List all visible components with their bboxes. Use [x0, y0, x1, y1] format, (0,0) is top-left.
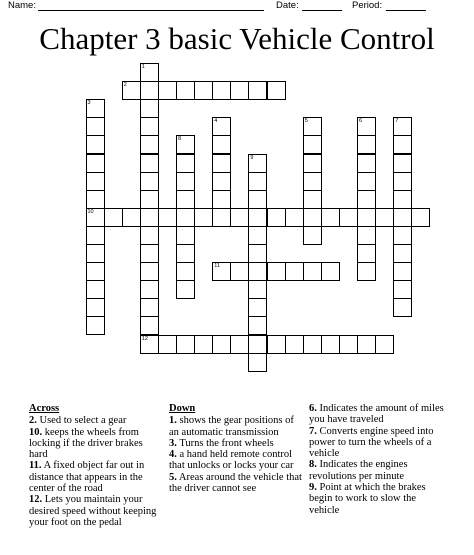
crossword-cell[interactable] — [339, 335, 358, 354]
crossword-cell[interactable] — [248, 226, 267, 245]
crossword-cell[interactable] — [86, 190, 105, 209]
crossword-cell[interactable] — [176, 172, 195, 191]
crossword-cell[interactable] — [212, 208, 231, 227]
clue-down-4: 4. a hand held remote control that unlocks or locks your car — [169, 449, 294, 472]
crossword-cell[interactable] — [357, 244, 376, 263]
crossword-cell[interactable] — [248, 172, 267, 191]
crossword-cell[interactable] — [140, 298, 159, 317]
crossword-cell[interactable] — [122, 81, 141, 100]
clue-down-9: 9. Point at which the brakes begin to work to slow the vehicle — [309, 482, 426, 516]
crossword-cell[interactable] — [303, 117, 322, 136]
crossword-cell[interactable] — [158, 335, 177, 354]
crossword-cell[interactable] — [140, 81, 159, 100]
crossword-cell[interactable] — [393, 262, 412, 281]
clue-number: 4 — [214, 118, 218, 125]
crossword-cell[interactable] — [357, 208, 376, 227]
crossword-cell[interactable] — [303, 172, 322, 191]
crossword-cell[interactable] — [176, 226, 195, 245]
crossword-cell[interactable] — [303, 190, 322, 209]
crossword-cell[interactable] — [212, 154, 231, 173]
crossword-cell[interactable] — [393, 208, 412, 227]
crossword-cell[interactable] — [86, 280, 105, 299]
crossword-cell[interactable] — [212, 135, 231, 154]
crossword-cell[interactable] — [357, 226, 376, 245]
crossword-cell[interactable] — [212, 262, 231, 281]
date-label: Date: — [276, 0, 299, 11]
crossword-cell[interactable] — [357, 154, 376, 173]
across-clues — [29, 403, 159, 528]
crossword-cell[interactable] — [393, 280, 412, 299]
clue-number: 12 — [141, 335, 148, 342]
crossword-cell[interactable] — [357, 262, 376, 281]
crossword-cell[interactable] — [140, 135, 159, 154]
clue-number: 10 — [87, 208, 94, 215]
crossword-cell[interactable] — [194, 335, 213, 354]
crossword-cell[interactable] — [248, 353, 267, 372]
crossword-cell[interactable] — [212, 117, 231, 136]
crossword-cell[interactable] — [140, 99, 159, 118]
clue-down-6: 6. Indicates the amount of miles you have traveled — [309, 403, 444, 426]
crossword-cell[interactable] — [86, 99, 105, 118]
crossword-cell[interactable] — [140, 226, 159, 245]
crossword-cell[interactable] — [140, 208, 159, 227]
crossword-cell[interactable] — [176, 208, 195, 227]
crossword-cell[interactable] — [285, 208, 304, 227]
clue-number: 5 — [304, 118, 308, 125]
crossword-cell[interactable] — [176, 244, 195, 263]
crossword-cell[interactable] — [86, 226, 105, 245]
crossword-cell[interactable] — [248, 154, 267, 173]
crossword-cell[interactable] — [248, 316, 267, 335]
clue-across-10: 10. keeps the wheels from locking if the driver brakes hard — [29, 426, 143, 461]
crossword-cell[interactable] — [140, 316, 159, 335]
crossword-cell[interactable] — [212, 81, 231, 100]
crossword-cell[interactable] — [140, 262, 159, 281]
crossword-cell[interactable] — [248, 335, 267, 354]
crossword-cell[interactable] — [248, 208, 267, 227]
crossword-cell[interactable] — [194, 81, 213, 100]
crossword-cell[interactable] — [248, 280, 267, 299]
crossword-cell[interactable] — [86, 208, 105, 227]
crossword-cell[interactable] — [303, 262, 322, 281]
across-heading: Across — [29, 403, 60, 414]
crossword-cell[interactable] — [176, 335, 195, 354]
crossword-cell[interactable] — [248, 190, 267, 209]
crossword-cell[interactable] — [86, 172, 105, 191]
period-label: Period: — [352, 0, 383, 11]
crossword-cell[interactable] — [194, 208, 213, 227]
crossword-cell[interactable] — [176, 81, 195, 100]
crossword-cell[interactable] — [357, 335, 376, 354]
crossword-cell[interactable] — [230, 81, 249, 100]
crossword-cell[interactable] — [176, 135, 195, 154]
crossword-cell[interactable] — [285, 335, 304, 354]
crossword-cell[interactable] — [303, 154, 322, 173]
page-title: Chapter 3 basic Vehicle Control — [39, 21, 435, 56]
crossword-cell[interactable] — [248, 298, 267, 317]
clue-down-7: 7. Converts engine speed into power to turn the wheels of a vehicle — [309, 425, 434, 460]
crossword-cell[interactable] — [140, 244, 159, 263]
crossword-cell[interactable] — [393, 190, 412, 209]
crossword-cell[interactable] — [285, 262, 304, 281]
crossword-cell[interactable] — [321, 262, 340, 281]
crossword-cell[interactable] — [176, 190, 195, 209]
crossword-cell[interactable] — [122, 208, 141, 227]
crossword-cell[interactable] — [212, 190, 231, 209]
crossword-cell[interactable] — [321, 208, 340, 227]
down-heading: Down — [169, 403, 196, 414]
name-label: Name: — [8, 0, 36, 11]
crossword-cell[interactable] — [267, 81, 286, 100]
crossword-cell[interactable] — [375, 335, 394, 354]
clue-across-2: 2. Used to select a gear — [29, 415, 127, 427]
crossword-cell[interactable] — [86, 135, 105, 154]
crossword-cell[interactable] — [158, 81, 177, 100]
crossword-cell[interactable] — [321, 335, 340, 354]
clue-down-5: 5. Areas around the vehicle that the driver cannot see — [169, 471, 302, 495]
clue-down-8: 8. Indicates the engines revolutions per minute — [309, 459, 408, 482]
crossword-cell[interactable] — [230, 262, 249, 281]
crossword-cell[interactable] — [158, 208, 177, 227]
clue-number: 2 — [123, 82, 127, 89]
crossword-cell[interactable] — [375, 208, 394, 227]
crossword-cell[interactable] — [357, 190, 376, 209]
crossword-cell[interactable] — [86, 154, 105, 173]
crossword-cell[interactable] — [248, 262, 267, 281]
crossword-cell[interactable] — [140, 335, 159, 354]
down-clues-continued — [309, 403, 445, 516]
crossword-cell[interactable] — [140, 172, 159, 191]
crossword-cell[interactable] — [140, 280, 159, 299]
down-clues — [169, 403, 305, 494]
crossword-cell[interactable] — [248, 81, 267, 100]
crossword-cell[interactable] — [267, 335, 286, 354]
crossword-cell[interactable] — [86, 298, 105, 317]
crossword-cell[interactable] — [393, 135, 412, 154]
crossword-cell[interactable] — [393, 154, 412, 173]
clue-across-11: 11. A fixed object far out in distance that appears in the center of the road — [29, 460, 145, 495]
clue-number: 11 — [214, 263, 220, 270]
crossword-cell[interactable] — [393, 226, 412, 245]
crossword-cell[interactable] — [86, 244, 105, 263]
crossword-cell[interactable] — [339, 208, 358, 227]
crossword-cell[interactable] — [267, 262, 286, 281]
crossword-cell[interactable] — [393, 172, 412, 191]
crossword-cell[interactable] — [86, 117, 105, 136]
crossword-cell[interactable] — [248, 244, 267, 263]
clue-number: 9 — [250, 154, 254, 161]
crossword-cell[interactable] — [212, 172, 231, 191]
crossword-cell[interactable] — [176, 262, 195, 281]
crossword-cell[interactable] — [104, 208, 123, 227]
clue-number: 1 — [141, 64, 145, 70]
clue-number: 8 — [178, 136, 182, 143]
crossword-cell[interactable] — [303, 226, 322, 245]
crossword-cell[interactable] — [357, 172, 376, 191]
crossword-cell[interactable] — [411, 208, 430, 227]
crossword-cell[interactable] — [393, 117, 412, 136]
crossword-cell[interactable] — [357, 135, 376, 154]
crossword-cell[interactable] — [303, 335, 322, 354]
clue-across-12: 12. Lets you maintain your desired speed without keeping your foot on the pedal — [29, 494, 157, 528]
crossword-cell[interactable] — [140, 117, 159, 136]
crossword-cell[interactable] — [267, 208, 286, 227]
clue-down-1: 1. shows the gear positions of an automatic transmission — [169, 415, 294, 438]
crossword-cell[interactable] — [303, 135, 322, 154]
crossword-cell[interactable] — [140, 63, 159, 82]
crossword-cell[interactable] — [86, 262, 105, 281]
crossword-cell[interactable] — [357, 117, 376, 136]
crossword-cell[interactable] — [393, 244, 412, 263]
clue-down-3: 3. Turns the front wheels — [169, 437, 274, 449]
crossword-cell[interactable] — [176, 280, 195, 299]
crossword-cell[interactable] — [176, 154, 195, 173]
crossword-cell[interactable] — [212, 335, 231, 354]
clue-number: 3 — [87, 100, 91, 107]
clue-number: 6 — [359, 118, 363, 125]
crossword-cell[interactable] — [230, 335, 249, 354]
clue-number: 7 — [395, 118, 399, 125]
crossword-cell[interactable] — [86, 316, 105, 335]
crossword-cell[interactable] — [393, 298, 412, 317]
crossword-cell[interactable] — [303, 208, 322, 227]
crossword-cell[interactable] — [230, 208, 249, 227]
crossword-cell[interactable] — [140, 190, 159, 209]
crossword-cell[interactable] — [140, 154, 159, 173]
